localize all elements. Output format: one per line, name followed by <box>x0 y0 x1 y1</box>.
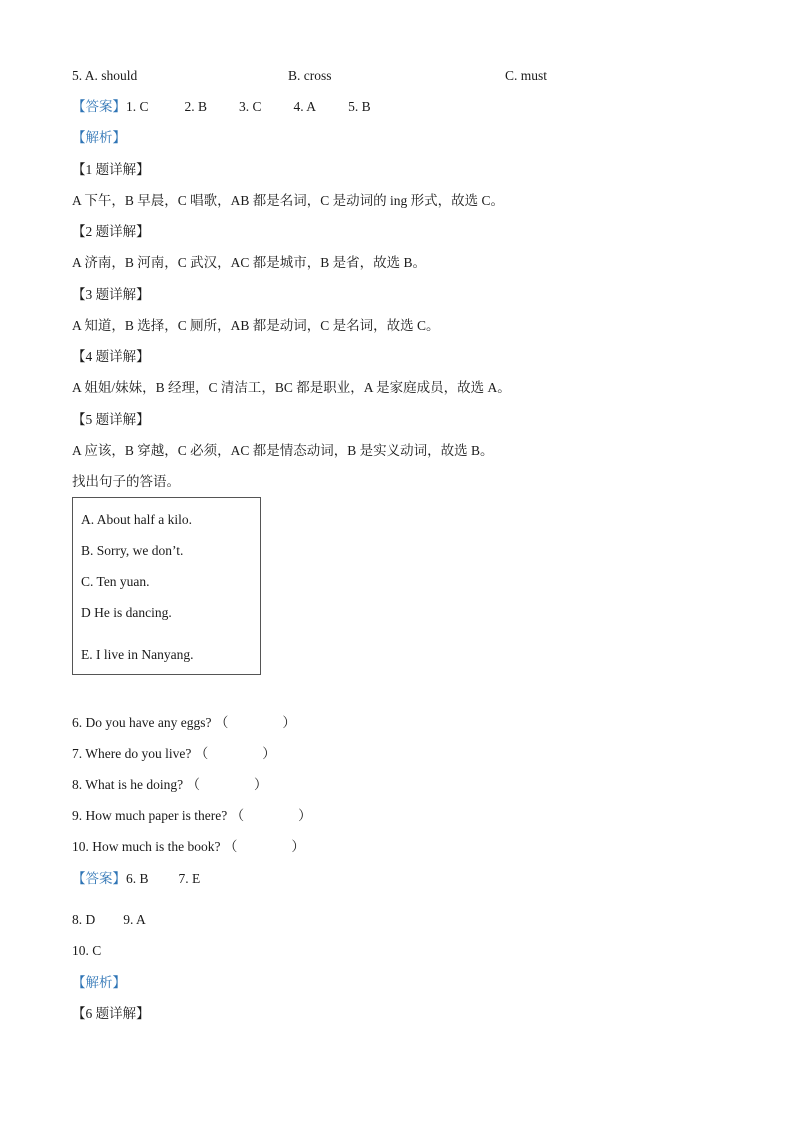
detail-body-5: A 应该，B 穿越，C 必须，AC 都是情态动词，B 是实义动词，故选 B。 <box>72 443 494 458</box>
question-8: 8. What is he doing? （ ） <box>72 777 268 792</box>
detail-heading-2: 【2 题详解】 <box>72 224 150 239</box>
detail-body-1: A 下午，B 早晨，C 唱歌，AB 都是名词，C 是动词的 ing 形式，故选 C。 <box>72 193 505 208</box>
answer-line-4: 10. C <box>72 943 102 958</box>
answer-item: 6. B <box>126 871 149 886</box>
section-title: 找出句子的答语。 <box>72 474 180 489</box>
analysis-heading-2: 【解析】 <box>72 975 126 990</box>
detail-heading-3: 【3 题详解】 <box>72 287 150 302</box>
answer-line-2 <box>72 870 200 888</box>
answer-line-1 <box>72 98 371 116</box>
detail-heading-1: 【1 题详解】 <box>72 162 150 177</box>
answer-line-3 <box>72 911 146 929</box>
analysis-heading: 【解析】 <box>72 130 126 145</box>
detail-heading-5: 【5 题详解】 <box>72 412 150 427</box>
answer-item: 9. A <box>123 912 146 927</box>
answer-options-box <box>72 497 261 675</box>
box-option-a: A. About half a kilo. <box>81 512 192 527</box>
box-option-d: D He is dancing. <box>81 605 172 620</box>
answer-item: 2. B <box>184 99 208 114</box>
detail-body-2: A 济南，B 河南，C 武汉，AC 都是城市，B 是省，故选 B。 <box>72 255 427 270</box>
question-6: 6. Do you have any eggs? （ ） <box>72 715 296 730</box>
detail-body-4: A 姐姐/妹妹，B 经理，C 清洁工，BC 都是职业，A 是家庭成员，故选 A。 <box>72 380 511 395</box>
box-option-b: B. Sorry, we don’t. <box>81 543 184 558</box>
answer-item: 4. A <box>293 99 317 114</box>
q5-option-c: C. must <box>505 68 548 83</box>
answer-item: 3. C <box>239 99 262 114</box>
answer-tag: 【答案】 <box>72 99 126 114</box>
answer-item: 1. C <box>126 99 149 114</box>
detail-heading-6: 【6 题详解】 <box>72 1006 150 1021</box>
box-option-e: E. I live in Nanyang. <box>81 647 194 662</box>
question-7: 7. Where do you live? （ ） <box>72 746 276 761</box>
box-option-c: C. Ten yuan. <box>81 574 150 589</box>
answer-tag: 【答案】 <box>72 871 126 886</box>
detail-heading-4: 【4 题详解】 <box>72 349 150 364</box>
q5-option-b: B. cross <box>288 68 332 83</box>
answer-item: 5. B <box>348 99 371 114</box>
question-9: 9. How much paper is there? （ ） <box>72 808 312 823</box>
detail-body-3: A 知道，B 选择，C 厕所，AB 都是动词，C 是名词，故选 C。 <box>72 318 440 333</box>
answer-item: 7. E <box>178 871 201 886</box>
answer-item: 8. D <box>72 912 96 927</box>
q5-option-a: 5. A. should <box>72 68 138 83</box>
question-10: 10. How much is the book? （ ） <box>72 839 305 854</box>
